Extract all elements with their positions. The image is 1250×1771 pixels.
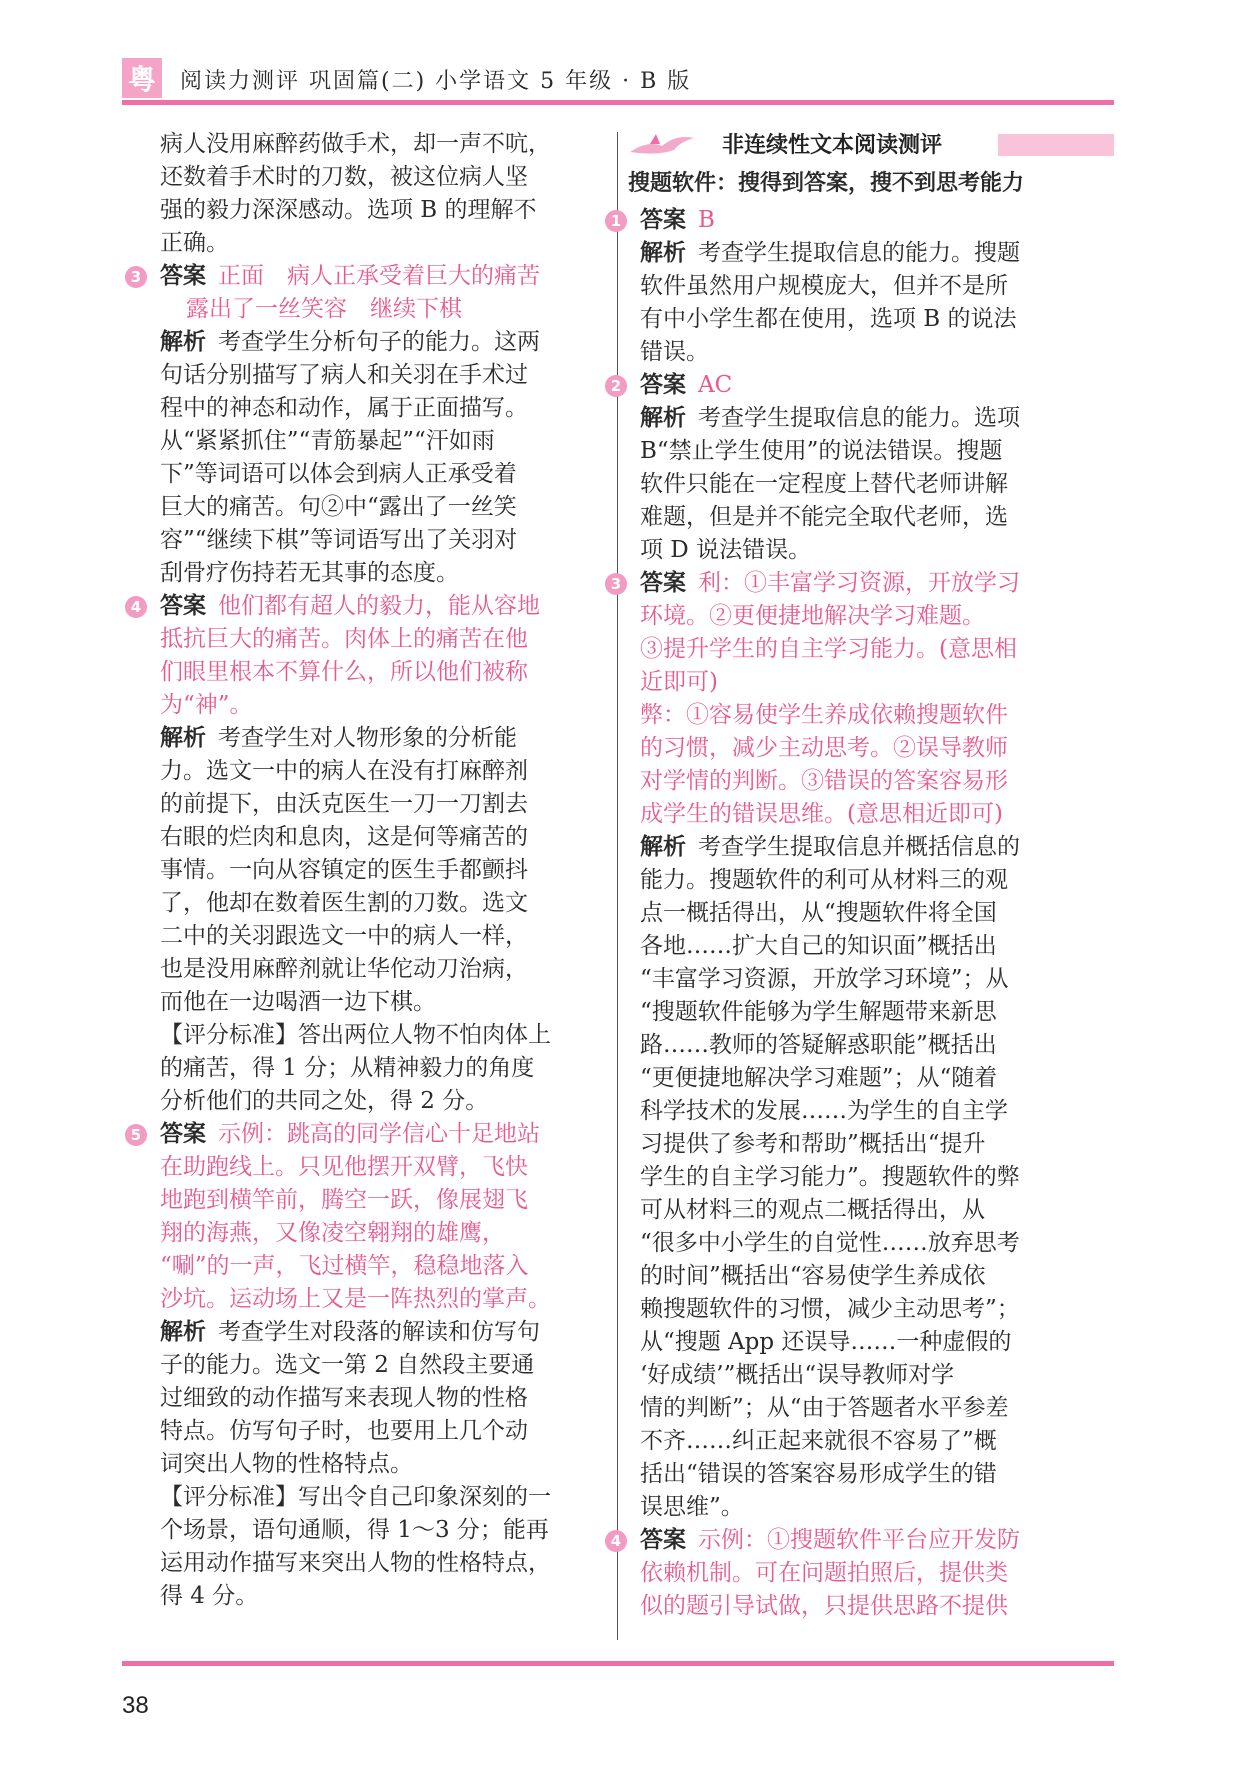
text-line: 点一概括得出，从“搜题软件将全国 [640, 900, 997, 926]
question-number: 2 [605, 375, 627, 397]
text-line: 事情。一向从容镇定的医生手都颤抖 [160, 857, 528, 883]
text-line: “搜题软件能够为学生解题带来新思 [640, 999, 997, 1025]
text-line: 了，他却在数着医生割的刀数。选文 [160, 890, 528, 916]
analysis-text: 考查学生对人物形象的分析能 [218, 725, 517, 751]
analysis-line [160, 1316, 590, 1349]
score-line: 【评分标准】写出令自己印象深刻的一 [160, 1484, 551, 1510]
text-line: 二中的关羽跟选文一中的病人一样， [160, 923, 528, 949]
answer-text: 翔的海燕，又像凌空翱翔的雄鹰， [160, 1220, 505, 1246]
question-4 [130, 590, 590, 1118]
question-number: 3 [605, 573, 627, 595]
analysis-label: 解析 [640, 834, 686, 860]
intro-paragraph [160, 128, 590, 260]
text-line: ‘好成绩’”概括出“误导教师对学 [640, 1362, 955, 1388]
text-line: 有中小学生都在使用，选项 B 的说法 [640, 306, 1017, 332]
answer-text: 示例：跳高的同学信心十足地站 [218, 1121, 540, 1147]
answer-text: 为“神”。 [160, 692, 253, 718]
analysis-line [640, 237, 1114, 270]
score-line: 得 4 分。 [160, 1583, 259, 1609]
text-line: 习提供了参考和帮助”概括出“提升 [640, 1131, 986, 1157]
text-line: “很多中小学生的自觉性……放弃思考 [640, 1230, 1020, 1256]
text-line: 巨大的痛苦。句②中“露出了一丝笑 [160, 494, 517, 520]
text-line: “更便捷地解决学习难题”；从“随着 [640, 1065, 998, 1091]
answer-text: 地跑到横竿前，腾空一跃，像展翅飞 [160, 1187, 528, 1213]
analysis-text: 考查学生提取信息的能力。选项 [698, 405, 1020, 431]
text-line: 子的能力。选文一第 2 自然段主要通 [160, 1352, 535, 1378]
answer-text: “唰”的一声，飞过横竿，稳稳地落入 [160, 1253, 529, 1279]
question-4 [610, 1524, 1114, 1623]
question-number: 1 [605, 210, 627, 232]
text-line: 路……教师的答疑解惑职能”概括出 [640, 1032, 997, 1058]
answer-label: 答案 [640, 207, 686, 233]
answer-line [610, 1524, 1114, 1557]
answer-label: 答案 [160, 1121, 206, 1147]
question-5 [130, 1118, 590, 1613]
text-line: 而他在一边喝酒一边下棋。 [160, 989, 436, 1015]
text-line: 赖搜题软件的习惯，减少主动思考”； [640, 1296, 1020, 1322]
answer-text: 似的题引导试做，只提供思路不提供 [640, 1593, 1008, 1619]
question-number: 4 [605, 1530, 627, 1552]
text-line: 刮骨疗伤持若无其事的态度。 [160, 560, 459, 586]
footer-rule [122, 1661, 1114, 1666]
header-rule [122, 100, 1114, 105]
text-line: B“禁止学生使用”的说法错误。搜题 [640, 438, 1003, 464]
analysis-text: 考查学生提取信息的能力。搜题 [698, 240, 1020, 266]
page-number: 38 [122, 1692, 149, 1719]
analysis-text: 考查学生提取信息并概括信息的 [698, 834, 1020, 860]
question-3 [130, 260, 590, 590]
text-line: 句话分别描写了病人和关羽在手术过 [160, 362, 528, 388]
page-header [122, 56, 1114, 104]
section-bar-fill [998, 134, 1114, 156]
text-line: 误思维”。 [640, 1494, 744, 1520]
bird-deco-icon [628, 130, 698, 158]
text-line: 强的毅力深深感动。选项 B 的理解不 [160, 197, 537, 223]
answer-text: ③提升学生的自主学习能力。(意思相 [640, 636, 1017, 662]
answer-text: 他们都有超人的毅力，能从容地 [218, 593, 540, 619]
question-3 [610, 567, 1114, 1524]
answer-text: 利：①丰富学习资源，开放学习 [698, 570, 1020, 596]
answer-line [610, 369, 1114, 402]
text-line: 词突出人物的性格特点。 [160, 1451, 413, 1477]
answer-line [130, 590, 590, 623]
column-divider [617, 132, 618, 1640]
answer-text: AC [698, 372, 733, 398]
text-line: 能力。搜题软件的利可从材料三的观 [640, 867, 1008, 893]
answer-text: 依赖机制。可在问题拍照后，提供类 [640, 1560, 1008, 1586]
text-line: 项 D 说法错误。 [640, 537, 812, 563]
answer-line [610, 204, 1114, 237]
answer-text: 弊：①容易使学生养成依赖搜题软件 [640, 702, 1008, 728]
score-line: 的痛苦，得 1 分；从精神毅力的角度 [160, 1055, 535, 1081]
section-header [640, 128, 1114, 160]
answer-text: B [698, 207, 715, 233]
score-line: 【评分标准】答出两位人物不怕肉体上 [160, 1022, 551, 1048]
answer-text: 抵抗巨大的痛苦。肉体上的痛苦在他 [160, 626, 528, 652]
text-line: 也是没用麻醉剂就让华佗动刀治病， [160, 956, 528, 982]
text-line: 学生的自主学习能力”。搜题软件的弊 [640, 1164, 1020, 1190]
region-badge: 粤 [122, 58, 162, 98]
answer-text: 露出了一丝笑容 继续下棋 [186, 296, 462, 322]
text-line: 可从材料三的观点二概括得出，从 [640, 1197, 985, 1223]
text-line: 情的判断”；从“由于答题者水平参差 [640, 1395, 1009, 1421]
question-2 [610, 369, 1114, 567]
text-line: 从“紧紧抓住”“青筋暴起”“汗如雨 [160, 428, 495, 454]
answer-line [130, 260, 590, 293]
answer-text: 成学生的错误思维。(意思相近即可) [640, 801, 1003, 827]
analysis-label: 解析 [160, 1319, 206, 1345]
answer-text: 的习惯，减少主动思考。②误导教师 [640, 735, 1008, 761]
answer-label: 答案 [640, 570, 686, 596]
score-line: 运用动作描写来突出人物的性格特点， [160, 1550, 551, 1576]
analysis-line [640, 831, 1114, 864]
analysis-text: 考查学生对段落的解读和仿写句 [218, 1319, 540, 1345]
analysis-label: 解析 [640, 405, 686, 431]
left-column [130, 128, 590, 1613]
text-line: 括出“错误的答案容易形成学生的错 [640, 1461, 997, 1487]
text-line: 软件虽然用户规模庞大，但并不是所 [640, 273, 1008, 299]
question-number: 5 [125, 1124, 147, 1146]
answer-text: 对学情的判断。③错误的答案容易形 [640, 768, 1008, 794]
text-line: 难题，但是并不能完全取代老师，选 [640, 504, 1008, 530]
text-line: 科学技术的发展……为学生的自主学 [640, 1098, 1008, 1124]
question-number: 3 [125, 266, 147, 288]
text-line: 下”等词语可以体会到病人正承受着 [160, 461, 517, 487]
right-column [610, 128, 1114, 1623]
answer-label: 答案 [640, 1527, 686, 1553]
answer-text: 示例：①搜题软件平台应开发防 [698, 1527, 1020, 1553]
section-title: 非连续性文本阅读测评 [722, 133, 943, 158]
answer-line [610, 567, 1114, 600]
question-1 [610, 204, 1114, 369]
text-line: 右眼的烂肉和息肉，这是何等痛苦的 [160, 824, 528, 850]
question-number: 4 [125, 596, 147, 618]
answer-text: 环境。②更便捷地解决学习难题。 [640, 603, 985, 629]
text-line: 不齐……纠正起来就很不容易了”概 [640, 1428, 997, 1454]
text-line: 病人没用麻醉药做手术，却一声不吭， [160, 131, 551, 157]
answer-label: 答案 [160, 263, 206, 289]
analysis-label: 解析 [640, 240, 686, 266]
answer-text: 在助跑线上。只见他摆开双臂，飞快 [160, 1154, 528, 1180]
text-line: 的时间”概括出“容易使学生养成依 [640, 1263, 986, 1289]
answer-text: 近即可) [640, 669, 718, 695]
answer-text: 正面 病人正承受着巨大的痛苦 [218, 263, 540, 289]
text-line: 容”“继续下棋”等词语写出了关羽对 [160, 527, 518, 553]
article-title: 搜题软件：搜得到答案，搜不到思考能力 [628, 171, 1025, 196]
text-line: “丰富学习资源，开放学习环境”；从 [640, 966, 1009, 992]
text-line: 软件只能在一定程度上替代老师讲解 [640, 471, 1008, 497]
answer-line [130, 1118, 590, 1151]
analysis-label: 解析 [160, 329, 206, 355]
analysis-line [160, 326, 590, 359]
answer-label: 答案 [640, 372, 686, 398]
header-title: 阅读力测评 巩固篇(二) 小学语文 5 年级 · B 版 [180, 69, 692, 94]
answer-text: 沙坑。运动场上又是一阵热烈的掌声。 [160, 1286, 551, 1312]
analysis-line [160, 722, 590, 755]
score-line: 个场景，语句通顺，得 1～3 分；能再 [160, 1517, 549, 1543]
text-line: 的前提下，由沃克医生一刀一刀割去 [160, 791, 528, 817]
text-line: 还数着手术时的刀数，被这位病人坚 [160, 164, 528, 190]
text-line: 过细致的动作描写来表现人物的性格 [160, 1385, 528, 1411]
text-line: 程中的神态和动作，属于正面描写。 [160, 395, 528, 421]
analysis-line [640, 402, 1114, 435]
text-line: 正确。 [160, 230, 229, 256]
score-line: 分析他们的共同之处，得 2 分。 [160, 1088, 489, 1114]
analysis-label: 解析 [160, 725, 206, 751]
analysis-text: 考查学生分析句子的能力。这两 [218, 329, 540, 355]
text-line: 力。选文一中的病人在没有打麻醉剂 [160, 758, 528, 784]
text-line: 从“搜题 App 还误导……一种虚假的 [640, 1329, 1012, 1355]
text-line: 错误。 [640, 339, 709, 365]
answer-text: 们眼里根本不算什么，所以他们被称 [160, 659, 528, 685]
text-line: 各地……扩大自己的知识面”概括出 [640, 933, 997, 959]
text-line: 特点。仿写句子时，也要用上几个动 [160, 1418, 528, 1444]
answer-label: 答案 [160, 593, 206, 619]
